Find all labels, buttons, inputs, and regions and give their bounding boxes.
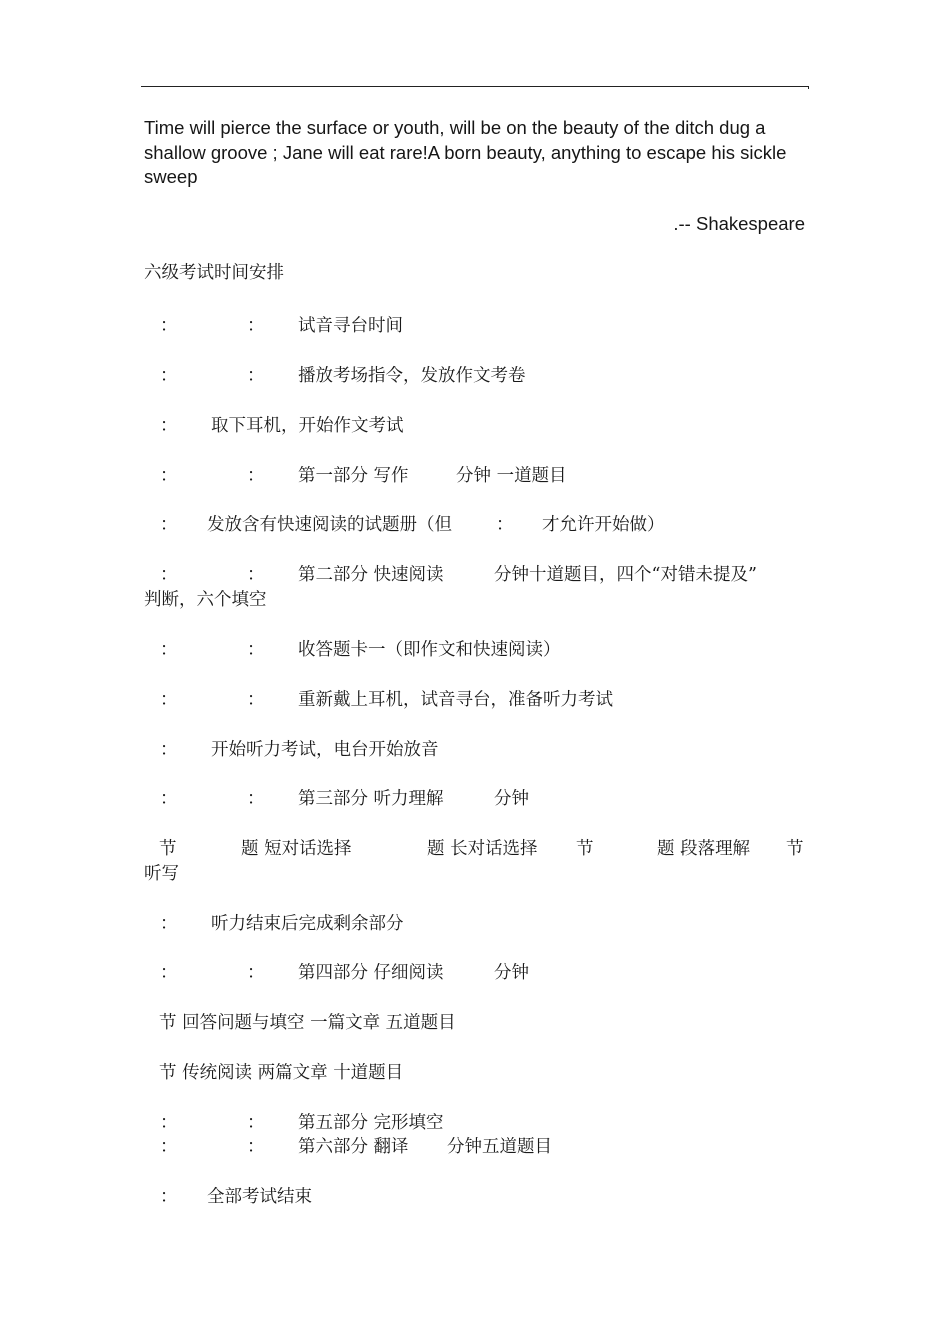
colon: ：: [247, 640, 265, 660]
colon: ：: [160, 963, 178, 983]
schedule-row: 重新戴上耳机，试音寻台，准备听力考试: [298, 690, 613, 710]
section-item: 听写: [144, 864, 179, 884]
schedule-row: 第六部分 翻译: [298, 1137, 409, 1157]
colon: ：: [160, 466, 178, 486]
section-label: 节: [786, 839, 804, 859]
colon: ：: [247, 1113, 265, 1133]
section-line: 节 回答问题与填空 一篇文章 五道题目: [159, 1013, 456, 1033]
colon: ：: [160, 1187, 178, 1207]
schedule-row-detail: 分钟: [494, 963, 529, 983]
schedule-row: 第五部分 完形填空: [298, 1113, 444, 1133]
schedule-row: 第一部分 写作: [298, 466, 409, 486]
colon: ：: [247, 466, 265, 486]
schedule-row-detail: 分钟: [494, 789, 529, 809]
colon: ：: [247, 316, 265, 336]
colon: ：: [160, 1137, 178, 1157]
section-line: 节 传统阅读 两篇文章 十道题目: [159, 1063, 404, 1083]
schedule-row: 发放含有快速阅读的试题册（但: [207, 515, 452, 535]
colon: ：: [160, 515, 178, 535]
colon: ：: [247, 690, 265, 710]
quote-attribution: .-- Shakespeare: [673, 213, 805, 234]
colon: ：: [160, 640, 178, 660]
colon: ：: [247, 366, 265, 386]
schedule-row-detail: 才允许开始做）: [542, 515, 665, 535]
header-rule-tick: [808, 86, 809, 89]
colon: ：: [160, 565, 178, 585]
colon: ：: [160, 740, 178, 760]
colon: ：: [247, 1137, 265, 1157]
schedule-row: 听力结束后完成剩余部分: [211, 914, 404, 934]
schedule-title: 六级考试时间安排: [144, 263, 284, 283]
colon: ：: [496, 515, 514, 535]
schedule-row-continued: 判断，六个填空: [144, 590, 267, 610]
colon: ：: [160, 416, 178, 436]
colon: ：: [160, 316, 178, 336]
colon: ：: [247, 789, 265, 809]
section-label: 节: [576, 839, 594, 859]
header-rule: [141, 86, 809, 87]
colon: ：: [160, 366, 178, 386]
schedule-row-detail: 分钟 一道题目: [456, 466, 567, 486]
schedule-row-detail: 分钟五道题目: [447, 1137, 552, 1157]
section-item: 题 段落理解: [657, 839, 751, 859]
schedule-row: 第四部分 仔细阅读: [298, 963, 444, 983]
schedule-row: 播放考场指令，发放作文考卷: [298, 366, 526, 386]
schedule-row: 全部考试结束: [207, 1187, 312, 1207]
colon: ：: [160, 789, 178, 809]
schedule-row-detail: 分钟十道题目，四个“对错未提及”: [494, 565, 757, 585]
schedule-row: 第二部分 快速阅读: [298, 565, 444, 585]
schedule-row: 收答题卡一（即作文和快速阅读）: [298, 640, 561, 660]
quote-text: Time will pierce the surface or youth, will be on the beauty of the ditch dug a shallow groove ; Jane will eat rare!A born beauty, anything to escape his sickle sweep: [144, 117, 787, 187]
schedule-row: 试音寻台时间: [298, 316, 403, 336]
colon: ：: [160, 1113, 178, 1133]
schedule-row: 开始听力考试，电台开始放音: [211, 740, 439, 760]
colon: ：: [247, 963, 265, 983]
schedule-row: 取下耳机，开始作文考试: [211, 416, 404, 436]
section-item: 题 短对话选择: [241, 839, 352, 859]
colon: ：: [247, 565, 265, 585]
section-item: 题 长对话选择: [427, 839, 538, 859]
colon: ：: [160, 690, 178, 710]
section-label: 节: [159, 839, 177, 859]
schedule-row: 第三部分 听力理解: [298, 789, 444, 809]
colon: ：: [160, 914, 178, 934]
